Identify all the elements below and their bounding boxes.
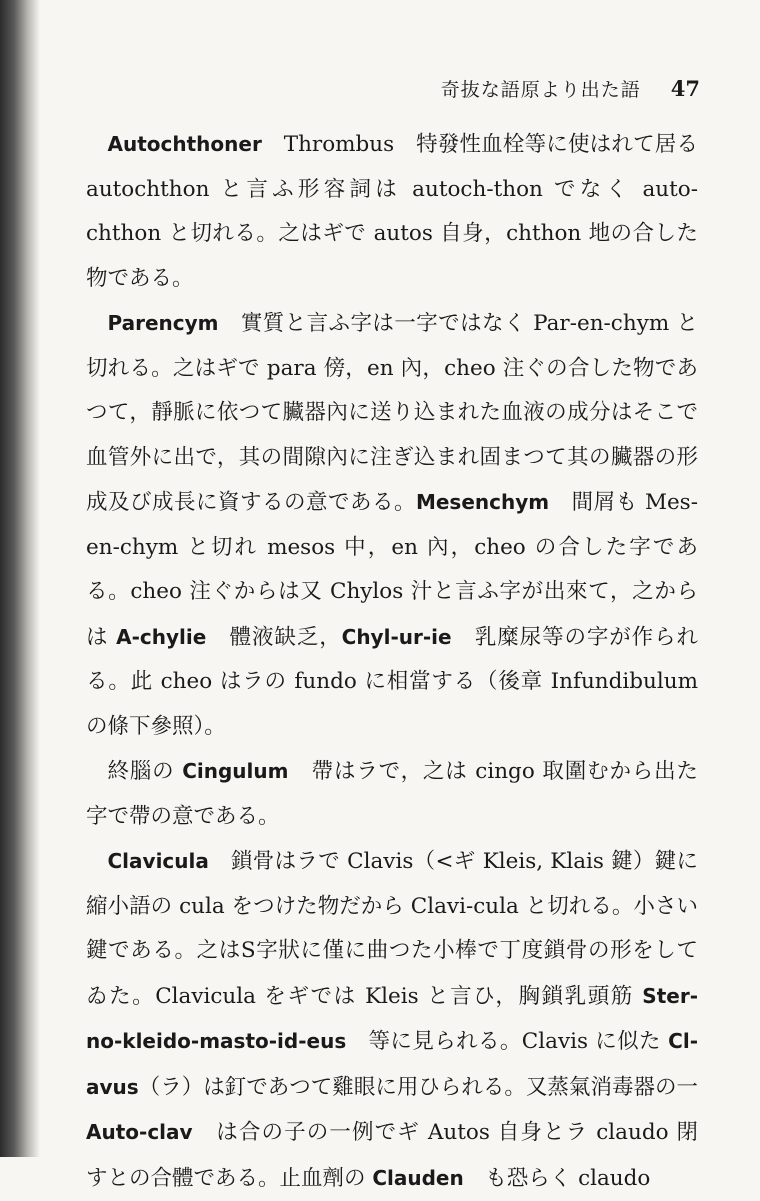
- paragraph: [86, 301, 698, 749]
- text-run: は合の子の一例でギ Autos 自身とラ claudo 閉すとの合體である。止血劑の: [86, 1120, 698, 1191]
- paragraph: [86, 122, 698, 301]
- text-run: も恐らく claudo: [463, 1165, 651, 1191]
- term: A-chylie: [116, 624, 207, 649]
- text-run: 鎖骨はラで Clavis（<ギ Kleis, Klais 鍵）鍵に縮小語の cula をつけた物だから Clavi-cula と切れる。小さい鍵である。之はS字狀に僅に曲つた小棒で丁度鎖骨の形をしてゐた。Clavicula をギでは Kleis と言ひ，胸鎖乳頭筋: [86, 849, 698, 1009]
- term: Clauden: [372, 1165, 464, 1190]
- term: Clavicula: [107, 849, 209, 873]
- text-run: 間屑も Mes-en-chym と切れ mesos 中，en 內，cheo の合した字である。cheo 注ぐからは又 Chylos 汁と言ふ字が出來て，之からは: [86, 490, 698, 650]
- term: Cl-avus: [86, 1029, 698, 1099]
- term: Ster-no-kleido-masto-id-eus: [86, 983, 698, 1053]
- term: Mesenchym: [415, 490, 550, 514]
- text-run: 等に見られる。Clavis に似た: [346, 1029, 669, 1054]
- body-text: [86, 122, 698, 1201]
- paragraph: [86, 749, 698, 839]
- term: Auto-clav: [86, 1120, 193, 1144]
- text-run: 終腦の: [107, 759, 183, 784]
- text-run: 乳糜尿等の字が作られる。此 cheo はラの fundo に相當する（後章 Infundibulum の條下參照）。: [86, 624, 698, 739]
- page-header: [420, 70, 700, 106]
- text-run: （ラ）は釘であつて雞眼に用ひられる。又蒸氣消毒器の一: [138, 1074, 698, 1100]
- term: Cingulum: [182, 759, 289, 783]
- text-run: 實質と言ふ字は一字ではなく Par-en-chym と切れる。之はギで para 傍，en 內，cheo 注ぐの合した物であつて，靜脈に依つて臟器內に送り込まれた血液の成分はそこで血管外に出で，其の間隙內に注ぎ込まれ固まつて其の臟器の形成及び成長に資するの意である。: [86, 311, 698, 515]
- paragraph: [86, 839, 698, 1201]
- term: Parencym: [107, 311, 219, 335]
- term: Chyl-ur-ie: [341, 624, 452, 649]
- text-run: 帶はラで，之は cingo 取圍むから出た字で帶の意である。: [86, 759, 698, 829]
- text-run: 體液缺乏，: [206, 624, 342, 650]
- running-title: 奇抜な語原より出た語: [440, 78, 641, 101]
- term: Autochthoner: [107, 132, 262, 156]
- book-binding-shadow: [0, 0, 40, 1157]
- page-number: 47: [670, 75, 700, 101]
- text-run: Thrombus 特發性血栓等に使はれて居る autochthon と言ふ形容詞は autoch-thon でなく auto-chthon と切れる。之はギで autos 自身，chthon 地の合した物である。: [86, 132, 698, 291]
